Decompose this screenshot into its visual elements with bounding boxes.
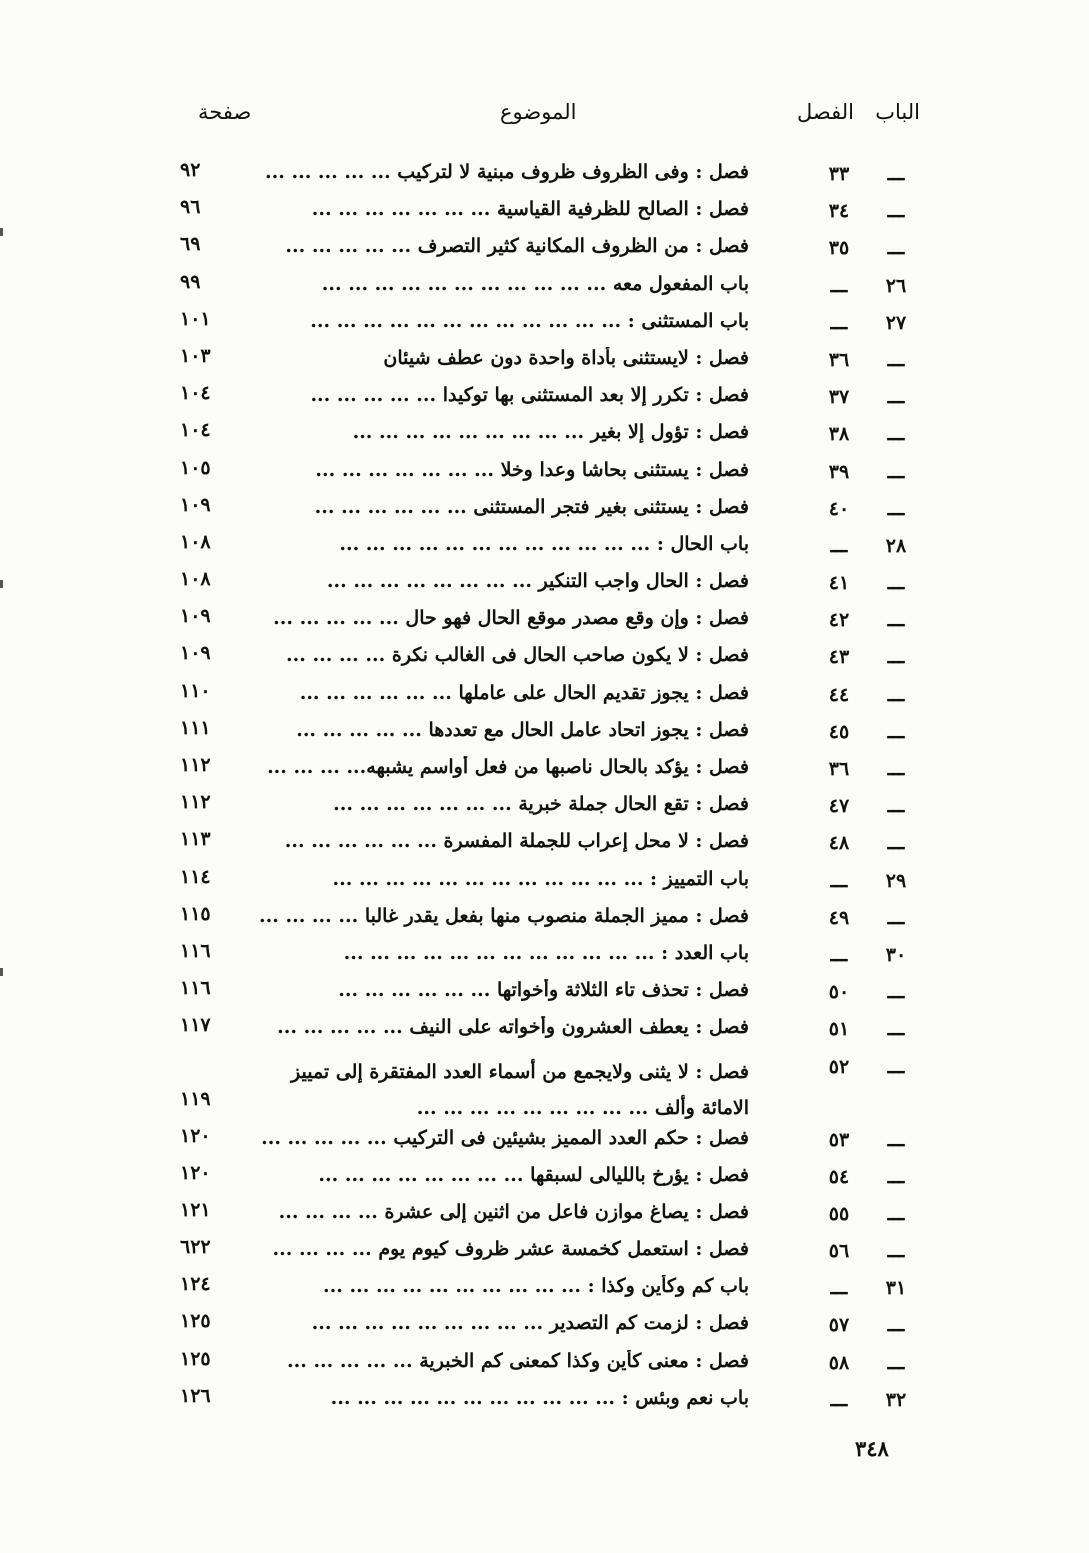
toc-fasl-number: ٤٧ — [828, 795, 850, 818]
toc-page-number: ١٠٨ — [180, 568, 211, 591]
toc-page-number: ١٠٨ — [180, 530, 211, 553]
toc-page-number: ١١٦ — [180, 939, 211, 962]
toc-bab-number: ـــ — [887, 1018, 905, 1041]
toc-page-number: ١٢٠ — [180, 1124, 211, 1147]
toc-bab-number: ٣١ — [885, 1277, 907, 1300]
toc-topic: فصل : يجوز اتحاد عامل الحال مع تعددها ... ... ... ... ... — [296, 718, 749, 741]
toc-topic: باب التمييز : ... ... ... ... ... ... ... ... ... ... ... ... — [332, 867, 749, 890]
toc-fasl-number: ـــ — [830, 943, 848, 966]
toc-page-number: ١١١ — [180, 716, 211, 739]
toc-fasl-number: ـــ — [830, 274, 848, 297]
toc-row — [0, 343, 1089, 380]
toc-page-number: ٦٩ — [180, 233, 201, 256]
toc-topic: فصل : يؤكد بالحال ناصبها من فعل أواسم يشبهه... ... ... ... — [267, 756, 749, 778]
toc-bab-number: ٣٠ — [885, 943, 907, 966]
toc-page-number: ١١٩ — [180, 1087, 211, 1110]
toc-fasl-number: ٤٢ — [828, 609, 850, 632]
toc-fasl-number: ـــ — [830, 1388, 848, 1411]
toc-row — [0, 640, 1089, 677]
toc-fasl-number: ٤٨ — [828, 832, 850, 855]
toc-bab-number: ـــ — [887, 348, 905, 371]
toc-fasl-number: ٥٨ — [828, 1351, 850, 1374]
toc-fasl-number: ٥١ — [828, 1018, 850, 1041]
header-fasl: الفصل — [797, 100, 854, 124]
toc-fasl-number: ٤١ — [828, 572, 850, 595]
toc-row — [0, 1050, 1089, 1123]
toc-topic: باب نعم وبئس : ... ... ... ... ... ... ... ... ... ... ... — [330, 1386, 749, 1409]
toc-topic: فصل : يستثنى بحاشا وعدا وخلا ... ... ... ... ... ... ... — [315, 458, 749, 481]
toc-bab-number: ٢٦ — [885, 274, 907, 297]
toc-fasl-number: ٣٨ — [828, 423, 850, 446]
toc-fasl-number: ٤٤ — [828, 683, 850, 706]
toc-fasl-number: ٤٩ — [828, 906, 850, 929]
toc-row — [0, 678, 1089, 715]
toc-bab-number: ـــ — [887, 1240, 905, 1263]
toc-bab-number: ـــ — [887, 1128, 905, 1151]
toc-fasl-number: ـــ — [830, 869, 848, 892]
toc-row — [0, 1346, 1089, 1383]
toc-page-number: ١٢٤ — [180, 1273, 211, 1296]
toc-bab-number: ـــ — [887, 572, 905, 595]
header-page: صفحة — [198, 100, 252, 124]
header-bab: الباب — [875, 100, 920, 124]
page-number: ٣٤٨ — [855, 1436, 889, 1461]
toc-row — [0, 194, 1089, 231]
toc-fasl-number: ٤٠ — [828, 497, 850, 520]
toc-row — [0, 1383, 1089, 1420]
toc-fasl-number: ٤٥ — [828, 720, 850, 743]
toc-row — [0, 752, 1089, 789]
toc-topic: فصل : لايستثنى بأداة واحدة دون عطف شيئان — [383, 346, 749, 369]
toc-header — [180, 100, 920, 140]
toc-topic: فصل : الحال واجب التنكير ... ... ... ... ... ... ... ... — [326, 570, 749, 593]
toc-bab-number: ـــ — [887, 163, 905, 185]
toc-row — [0, 1012, 1089, 1049]
toc-row — [0, 157, 1089, 194]
toc-row — [0, 603, 1089, 640]
toc-fasl-number: ٥٢ — [828, 1055, 850, 1078]
toc-page-number: ١١٧ — [180, 1014, 211, 1037]
toc-topic: فصل : يعطف العشرون وأخواته على النيف ... ... ... ... ... — [277, 1016, 749, 1039]
toc-topic: فصل : وإن وقع مصدر موقع الحال فهو حال ... ... ... ... ... — [273, 607, 749, 630]
toc-page-number: ١٠٥ — [180, 456, 211, 479]
toc-row — [0, 789, 1089, 826]
toc-row — [0, 231, 1089, 268]
toc-fasl-number: ٥٣ — [828, 1128, 850, 1151]
toc-topic: فصل : يؤرخ بالليالى لسبقها ... ... ... ... ... ... ... ... — [318, 1163, 749, 1186]
toc-fasl-number: ـــ — [830, 1277, 848, 1300]
toc-page-number: ٩٦ — [180, 196, 201, 219]
toc-page-number: ١١٢ — [180, 791, 211, 814]
toc-topic: فصل : استعمل كخمسة عشر ظروف كيوم يوم ... ... ... ... — [272, 1238, 749, 1261]
toc-row — [0, 715, 1089, 752]
scan-edge-mark — [0, 228, 3, 236]
toc-topic: فصل : حكم العدد المميز بشيئين فى التركيب ... ... ... ... ... — [261, 1126, 749, 1149]
toc-page-number: ٩٢ — [180, 159, 201, 181]
toc-topic: فصل : يجوز تقديم الحال على عاملها ... ... ... ... ... ... — [299, 681, 749, 704]
toc-topic: باب المفعول معه ... ... ... ... ... ... ... ... ... ... ... — [321, 272, 749, 295]
toc-fasl-number: ٣٦ — [828, 348, 850, 371]
toc-table — [0, 157, 1089, 1420]
toc-page-number: ١٠٩ — [180, 642, 211, 665]
toc-page-number: ١٢٦ — [180, 1384, 211, 1407]
toc-row — [0, 864, 1089, 901]
scan-edge-mark — [0, 580, 3, 588]
toc-bab-number: ـــ — [887, 460, 905, 483]
toc-fasl-number: ـــ — [830, 311, 848, 334]
scan-edge-mark — [0, 968, 3, 976]
toc-row — [0, 306, 1089, 343]
toc-page-number: ١١٢ — [180, 754, 211, 776]
toc-bab-number: ـــ — [887, 1314, 905, 1337]
toc-page-number: ١٢١ — [180, 1198, 211, 1221]
toc-page-number: ١٠٩ — [180, 493, 211, 516]
toc-topic: فصل : يصاغ موازن فاعل من اثنين إلى عشرة ... ... ... ... — [278, 1200, 749, 1223]
toc-topic: باب العدد : ... ... ... ... ... ... ... ... ... ... ... ... — [343, 941, 749, 964]
toc-topic: فصل : من الظروف المكانية كثير التصرف ... ... ... ... ... — [285, 235, 749, 258]
header-topic: الموضوع — [500, 100, 577, 124]
toc-topic: فصل : تكرر إلا بعد المستثنى بها توكيدا ... ... ... ... ... — [310, 384, 749, 407]
toc-fasl-number: ٥٧ — [828, 1314, 850, 1337]
toc-page-number: ١١٦ — [180, 977, 211, 1000]
toc-topic: فصل : تؤول إلا بغير ... ... ... ... ... ... ... ... ... — [352, 421, 749, 444]
toc-fasl-number: ٣٦ — [828, 758, 850, 780]
toc-row — [0, 380, 1089, 417]
toc-bab-number: ـــ — [887, 795, 905, 818]
toc-bab-number: ـــ — [887, 981, 905, 1004]
toc-fasl-number: ٥٠ — [828, 981, 850, 1004]
toc-topic: باب كم وكأين وكذا : ... ... ... ... ... ... ... ... ... ... — [323, 1275, 749, 1298]
toc-bab-number: ـــ — [887, 646, 905, 669]
toc-row — [0, 1160, 1089, 1197]
toc-bab-number: ـــ — [887, 200, 905, 223]
toc-bab-number: ـــ — [887, 237, 905, 260]
toc-page-number: ١١٠ — [180, 679, 211, 702]
toc-fasl-number: ٣٤ — [828, 200, 850, 223]
toc-topic: فصل : يستثنى بغير فتجر المستثنى ... ... ... ... ... ... — [314, 495, 749, 518]
toc-page-number: ١٢٠ — [180, 1161, 211, 1184]
toc-topic: باب الحال : ... ... ... ... ... ... ... ... ... ... ... ... — [339, 532, 749, 555]
toc-page-number: ١٠٣ — [180, 344, 211, 367]
toc-bab-number: ـــ — [887, 1165, 905, 1188]
toc-row — [0, 269, 1089, 306]
toc-topic: فصل : الصالح للظرفية القياسية ... ... ... ... ... ... ... — [311, 198, 749, 221]
toc-topic: فصل : لا محل إعراب للجملة المفسرة ... ... ... ... ... ... — [284, 830, 749, 853]
toc-page-number: ١٠١ — [180, 307, 211, 330]
toc-bab-number: ـــ — [887, 423, 905, 446]
toc-row — [0, 1197, 1089, 1234]
toc-topic: باب المستثنى : ... ... ... ... ... ... ... ... ... ... ... ... — [310, 309, 749, 332]
toc-topic: فصل : تحذف تاء الثلاثة وأخواتها ... ... ... ... ... ... — [338, 979, 749, 1002]
toc-fasl-number: ٣٥ — [828, 237, 850, 260]
toc-page-number: ١١٣ — [180, 828, 211, 851]
toc-bab-number: ـــ — [887, 1202, 905, 1225]
toc-bab-number: ٢٨ — [885, 534, 907, 557]
toc-bab-number: ٢٧ — [885, 311, 907, 334]
toc-topic: فصل : لا يكون صاحب الحال فى الغالب نكرة ... ... ... ... — [286, 644, 749, 667]
toc-topic: فصل : لا يثنى ولايجمع من أسماء العدد المفتقرة إلى تمييز الامائة وألف ... ... ... ... ... ... ... ... ... — [291, 1060, 749, 1119]
toc-row — [0, 529, 1089, 566]
toc-page-number: ١٢٥ — [180, 1310, 211, 1333]
toc-fasl-number: ٤٣ — [828, 646, 850, 669]
toc-bab-number: ـــ — [887, 832, 905, 855]
toc-row — [0, 938, 1089, 975]
toc-fasl-number: ٣٣ — [828, 163, 850, 185]
toc-row — [0, 455, 1089, 492]
toc-page-number: ١٠٤ — [180, 382, 211, 405]
toc-topic: فصل : مميز الجملة منصوب منها بفعل يقدر غالبا ... ... ... ... — [259, 904, 749, 927]
toc-page-number: ١٠٤ — [180, 419, 211, 442]
toc-bab-number: ـــ — [887, 758, 905, 780]
toc-topic: فصل : معنى كأين وكذا كمعنى كم الخبرية ... ... ... ... ... — [286, 1349, 749, 1372]
toc-topic: فصل : وفى الظروف ظروف مبنية لا لتركيب ... ... ... ... ... — [265, 161, 749, 183]
toc-row — [0, 1234, 1089, 1271]
toc-bab-number: ـــ — [887, 1351, 905, 1374]
toc-bab-number: ـــ — [887, 609, 905, 632]
toc-bab-number: ـــ — [887, 386, 905, 409]
toc-page-number: ٦٢٢ — [180, 1236, 211, 1259]
toc-topic: فصل : لزمت كم التصدير ... ... ... ... ... ... ... ... ... — [311, 1312, 749, 1335]
toc-row — [0, 492, 1089, 529]
toc-row — [0, 566, 1089, 603]
toc-page-number: ١١٤ — [180, 865, 211, 888]
toc-topic: فصل : تقع الحال جملة خبرية ... ... ... ... ... ... ... — [333, 793, 749, 816]
toc-bab-number: ـــ — [887, 683, 905, 706]
toc-bab-number: ـــ — [887, 497, 905, 520]
toc-row — [0, 1271, 1089, 1308]
toc-bab-number: ـــ — [887, 720, 905, 743]
toc-bab-number: ـــ — [887, 906, 905, 929]
toc-page-number: ١٢٥ — [180, 1347, 211, 1370]
toc-row — [0, 975, 1089, 1012]
toc-fasl-number: ٥٥ — [828, 1202, 850, 1225]
toc-bab-number: ٢٩ — [885, 869, 907, 892]
toc-fasl-number: ٣٩ — [828, 460, 850, 483]
toc-bab-number: ـــ — [887, 1055, 905, 1078]
toc-page-number: ١١٥ — [180, 902, 211, 925]
toc-fasl-number: ٥٤ — [828, 1165, 850, 1188]
toc-row — [0, 1123, 1089, 1160]
toc-page-number: ٩٩ — [180, 270, 201, 293]
toc-row — [0, 417, 1089, 454]
toc-fasl-number: ـــ — [830, 534, 848, 557]
toc-page-number: ١٠٩ — [180, 605, 211, 628]
toc-fasl-number: ٥٦ — [828, 1240, 850, 1263]
toc-row — [0, 1308, 1089, 1345]
toc-fasl-number: ٣٧ — [828, 386, 850, 409]
toc-row — [0, 901, 1089, 938]
toc-bab-number: ٣٢ — [885, 1388, 907, 1411]
toc-row — [0, 826, 1089, 863]
